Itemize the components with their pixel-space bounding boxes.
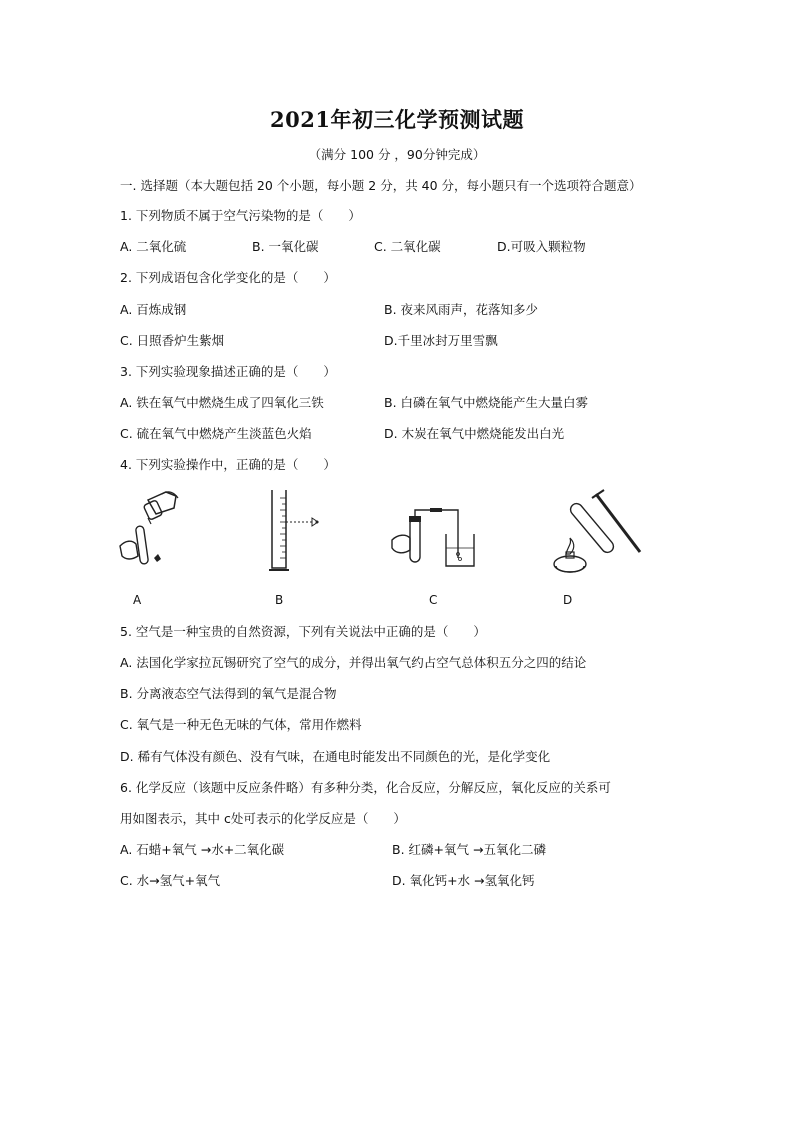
q4-figures — [118, 488, 678, 613]
q2-option-b: B. 夜来风雨声，花落知多少 — [384, 302, 539, 317]
section-heading: 一. 选择题（本大题包括 20 个小题，每小题 2 分，共 40 分，每小题只有一个选项符合题意） — [120, 178, 642, 193]
q3-stem: 3. 下列实验现象描述正确的是（ ） — [120, 364, 336, 379]
q1-option-d: D.可吸入颗粒物 — [497, 239, 586, 254]
exam-title: 2021年初三化学预测试题 — [270, 107, 524, 132]
q2-option-a: A. 百炼成钢 — [120, 302, 187, 317]
figure-d-label: D — [563, 593, 573, 607]
q3-option-b: B. 白磷在氧气中燃烧能产生大量白雾 — [384, 395, 589, 410]
q3-option-a: A. 铁在氧气中燃烧生成了四氧化三铁 — [120, 395, 324, 410]
q1-option-b: B. 一氧化碳 — [252, 239, 319, 254]
q6-option-b: B. 红磷+氧气 →五氧化二磷 — [392, 842, 546, 857]
figure-a-label: A — [133, 593, 142, 607]
q6-option-c: C. 水→氢气+氧气 — [120, 873, 221, 888]
q1-option-a: A. 二氧化硫 — [120, 239, 187, 254]
figure-b-graduated-cylinder — [266, 488, 326, 573]
q1-option-c: C. 二氧化碳 — [374, 239, 441, 254]
q3-option-c: C. 硫在氧气中燃烧产生淡蓝色火焰 — [120, 426, 312, 441]
q5-option-d: D. 稀有气体没有颜色、没有气味，在通电时能发出不同颜色的光，是化学变化 — [120, 749, 551, 764]
q3-option-d: D. 木炭在氧气中燃烧能发出白光 — [384, 426, 565, 441]
exam-subtitle: （满分 100 分 ，90分钟完成） — [308, 147, 486, 162]
q5-option-a: A. 法国化学家拉瓦锡研究了空气的成分，并得出氧气约占空气总体积五分之四的结论 — [120, 655, 587, 670]
figure-d-heating-test-tube — [546, 488, 646, 583]
figure-c-label: C — [429, 593, 438, 607]
q5-option-b: B. 分离液态空气法得到的氧气是混合物 — [120, 686, 337, 701]
q1-stem: 1. 下列物质不属于空气污染物的是（ ） — [120, 208, 361, 223]
q5-option-c: C. 氧气是一种无色无味的气体，常用作燃料 — [120, 717, 362, 732]
q2-option-c: C. 日照香炉生紫烟 — [120, 333, 225, 348]
figure-c-airtightness-check — [388, 488, 478, 573]
figure-a-pouring-reagent — [118, 488, 188, 573]
q6-stem-line1: 6. 化学反应（该题中反应条件略）有多种分类，化合反应，分解反应，氧化反应的关系可 — [120, 780, 611, 795]
figure-b-label: B — [275, 593, 284, 607]
q6-stem-line2: 用如图表示，其中 c处可表示的化学反应是（ ） — [120, 811, 406, 826]
q4-stem: 4. 下列实验操作中，正确的是（ ） — [120, 457, 336, 472]
q2-option-d: D.千里冰封万里雪飘 — [384, 333, 498, 348]
q6-option-d: D. 氧化钙+水 →氢氧化钙 — [392, 873, 535, 888]
q6-option-a: A. 石蜡+氧气 →水+二氧化碳 — [120, 842, 285, 857]
q5-stem: 5. 空气是一种宝贵的自然资源，下列有关说法中正确的是（ ） — [120, 624, 486, 639]
q2-stem: 2. 下列成语包含化学变化的是（ ） — [120, 270, 336, 285]
